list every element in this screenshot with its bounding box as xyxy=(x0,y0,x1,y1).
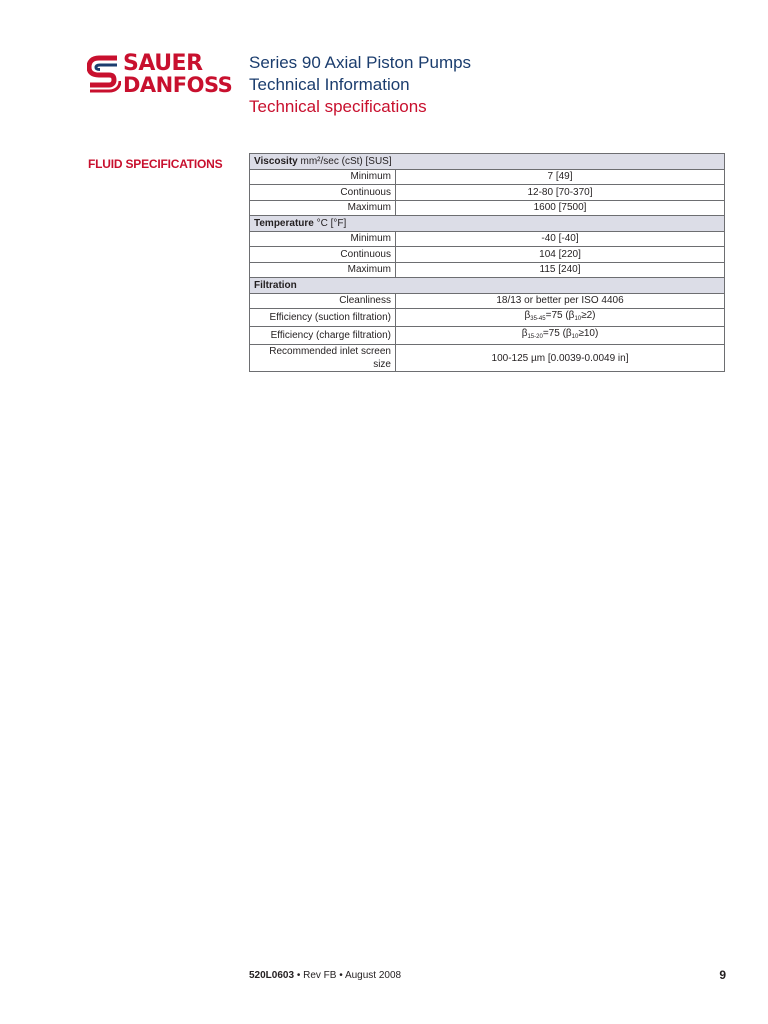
row-value: 115 [240] xyxy=(396,262,725,278)
row-label: Minimum xyxy=(250,169,396,185)
beta-limit: ≥10) xyxy=(578,328,599,339)
fluid-specifications-table xyxy=(249,153,725,372)
beta-symbol: β xyxy=(521,328,528,339)
group-header-temperature xyxy=(250,216,725,232)
row-value: 12-80 [70-370] xyxy=(396,185,725,201)
table-row xyxy=(250,345,725,372)
section-heading: FLUID SPECIFICATIONS xyxy=(88,157,223,171)
row-value: 1600 [7500] xyxy=(396,200,725,216)
row-label: Continuous xyxy=(250,185,396,201)
logo-word-danfoss: DANFOSS xyxy=(123,73,233,97)
group-unit: mm²/sec (cSt) [SUS] xyxy=(300,155,392,167)
table-row xyxy=(250,185,725,201)
table-row xyxy=(250,169,725,185)
beta-subscript: 15-20 xyxy=(527,334,543,340)
table-row xyxy=(250,309,725,327)
row-label: Continuous xyxy=(250,247,396,263)
logo-word-sauer: SAUER xyxy=(123,51,203,76)
group-title: Viscosity xyxy=(254,155,298,167)
sauer-danfoss-logo xyxy=(87,53,237,97)
table-row xyxy=(250,262,725,278)
table-row xyxy=(250,293,725,309)
table-row xyxy=(250,231,725,247)
row-value: 100-125 µm [0.0039-0.0049 in] xyxy=(396,345,725,372)
page-number: 9 xyxy=(719,968,726,982)
group-header-filtration xyxy=(250,278,725,294)
document-title xyxy=(249,52,471,118)
row-label: Cleanliness xyxy=(250,293,396,309)
sauer-danfoss-s-mark-icon xyxy=(87,54,121,94)
table-row xyxy=(250,200,725,216)
beta-ratio: =75 (β xyxy=(545,310,575,321)
row-value: 18/13 or better per ISO 4406 xyxy=(396,293,725,309)
series-title: Series 90 Axial Piston Pumps xyxy=(249,53,472,72)
row-label: Efficiency (charge filtration) xyxy=(250,327,396,345)
page-footer xyxy=(249,970,401,981)
table-row xyxy=(250,327,725,345)
beta-subscript: 10 xyxy=(571,334,579,340)
row-value: -40 [-40] xyxy=(396,231,725,247)
row-value xyxy=(396,327,725,345)
group-header-viscosity xyxy=(250,154,725,170)
document-number: 520L0603 xyxy=(249,970,295,981)
table-row xyxy=(250,247,725,263)
row-label: Minimum xyxy=(250,231,396,247)
revision-date: • Rev FB • August 2008 xyxy=(296,970,402,981)
beta-subscript: 10 xyxy=(574,316,582,322)
row-label: Maximum xyxy=(250,200,396,216)
row-label: Maximum xyxy=(250,262,396,278)
row-label: Recommended inlet screen size xyxy=(250,345,396,372)
manual-title: Technical Information xyxy=(249,75,410,94)
group-title: Filtration xyxy=(254,279,297,291)
chapter-title: Technical specifications xyxy=(249,97,427,116)
beta-ratio: =75 (β xyxy=(542,328,572,339)
beta-limit: ≥2) xyxy=(581,310,596,321)
beta-symbol: β xyxy=(524,310,531,321)
row-label: Efficiency (suction filtration) xyxy=(250,309,396,327)
group-title: Temperature xyxy=(254,217,314,229)
row-value: 104 [220] xyxy=(396,247,725,263)
row-value: 7 [49] xyxy=(396,169,725,185)
row-value xyxy=(396,309,725,327)
group-unit: °C [°F] xyxy=(316,217,347,229)
beta-subscript: 35-45 xyxy=(530,316,546,322)
